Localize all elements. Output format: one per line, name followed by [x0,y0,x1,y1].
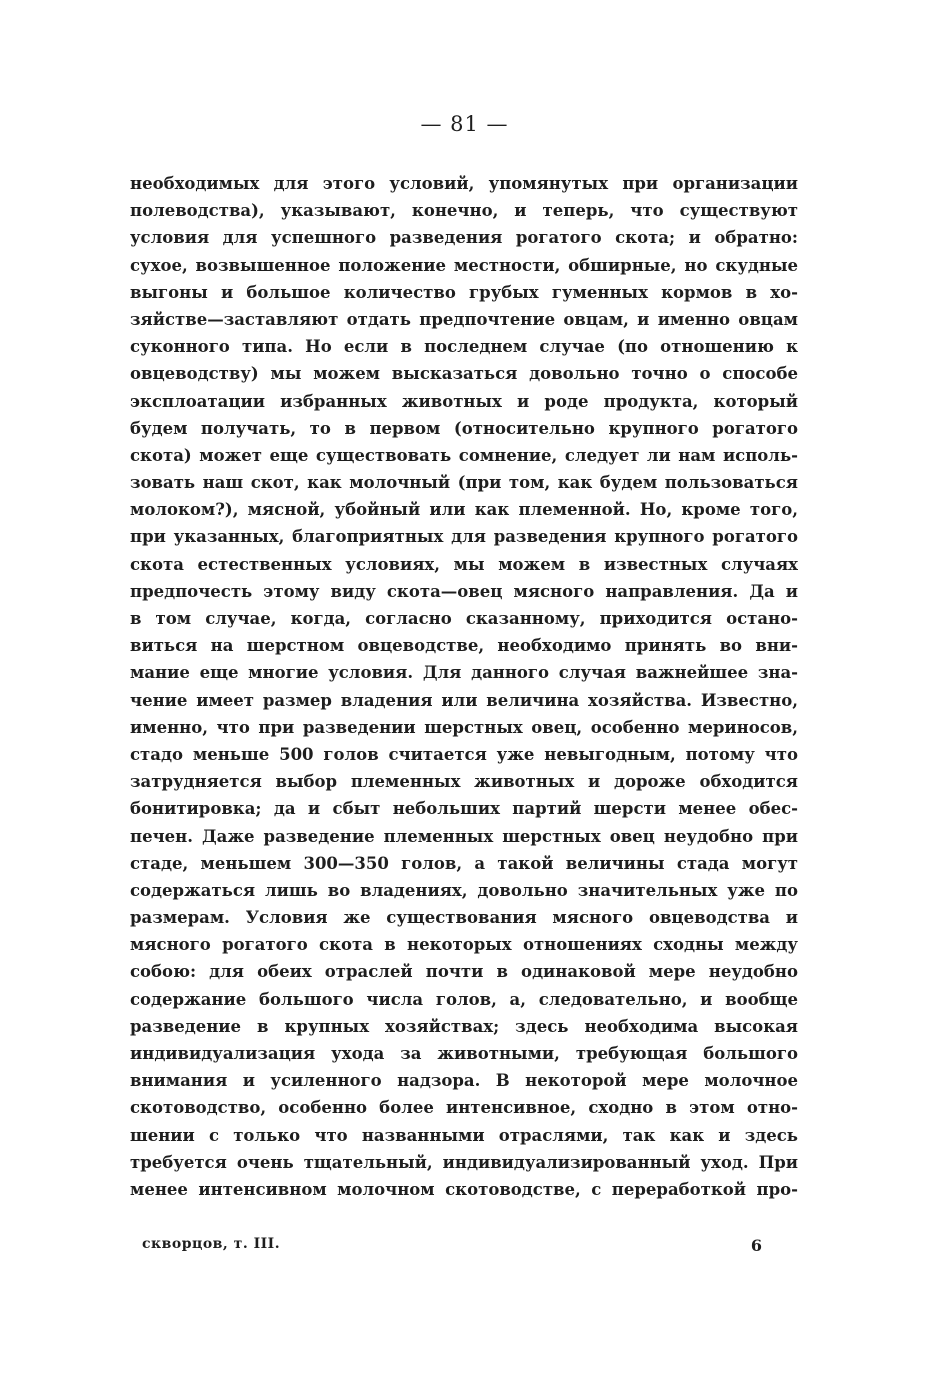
text-line: при указанных, благоприятных для разведения крупного рогатого [130,527,798,547]
text-line: скота) может еще существовать сомнение, следует ли нам исполь- [130,445,798,465]
text-line: стадо меньше 500 голов считается уже невыгодным, потому что [130,744,798,764]
text-line: внимания и усиленного надзора. В некоторой мере молочное [130,1071,798,1091]
text-line: стаде, меньшем 300—350 голов, а такой величины стада могут [130,853,798,873]
text-line: зовать наш скот, как молочный (при том, как будем пользоваться [130,473,798,493]
page-footer [142,1236,762,1260]
text-line: менее интенсивном молочном скотоводстве, с переработкой про- [130,1179,798,1199]
text-line: полеводства), указывают, конечно, и теперь, что существуют [130,201,798,221]
text-line: виться на шерстном овцеводстве, необходимо принять во вни- [130,636,798,656]
text-line: содержаться лишь во владениях, довольно значительных уже по [130,880,798,900]
text-line: молоком?), мясной, убойный или как племенной. Но, кроме того, [130,500,798,520]
text-line: индивидуализация ухода за животными, требующая большого [130,1044,798,1063]
body-text [130,170,798,1203]
text-line: эксплоатации избранных животных и роде продукта, который [130,391,798,411]
text-line: мясного рогатого скота в некоторых отношениях сходны между [130,935,798,955]
text-line: бонитировка; да и сбыт небольших партий шерсти менее обес- [130,799,798,819]
text-line: именно, что при разведении шерстных овец, особенно мериносов, [130,717,798,737]
text-line: разведение в крупных хозяйствах; здесь необходима высокая [130,1016,798,1036]
text-line: мание еще многие условия. Для данного случая важнейшее зна- [130,663,798,683]
text-line: будем получать, то в первом (относительно крупного рогатого [130,418,798,438]
text-line: размерам. Условия же существования мясного овцеводства и [130,908,798,928]
text-line: зяйстве—заставляют отдать предпочтение овцам, и именно овцам [130,309,798,329]
text-line: требуется очень тщательный, индивидуализированный уход. При [130,1152,798,1172]
text-line: печен. Даже разведение племенных шерстных овец неудобно при [130,826,798,846]
page-number: — 81 — [420,112,509,136]
text-line: овцеводству) мы можем высказаться довольно точно о способе [130,364,798,384]
text-line: выгоны и большое количество грубых гуменных кормов в хо- [130,282,798,302]
text-line: суконного типа. Но если в последнем случае (по отношению к [130,337,798,357]
text-line: сухое, возвышенное положение местности, обширные, но скудные [130,255,798,275]
text-line: необходимых для этого условий, упомянутых при организации [130,174,798,193]
text-line: скота естественных условиях, мы можем в известных случаях [130,554,798,574]
text-line: условия для успешного разведения рогатого скота; и обратно: [130,228,798,248]
footer-signature-mark: 6 [750,1236,762,1255]
text-line: собою: для обеих отраслей почти в одинаковой мере неудобно [130,962,798,982]
text-line: в том случае, когда, согласно сказанному, приходится остано- [130,609,798,628]
text-line: содержание большого числа голов, а, следовательно, и вообще [130,989,798,1009]
text-line: чение имеет размер владения или величина хозяйства. Известно, [130,690,798,710]
text-line: затрудняется выбор племенных животных и дороже обходится [130,772,798,792]
text-line: предпочесть этому виду скота—овец мясного направления. Да и [130,581,798,601]
text-line: шении с только что названными отраслями, так как и здесь [130,1125,798,1145]
text-line: скотоводство, особенно более интенсивное, сходно в этом отно- [130,1098,798,1118]
footer-author-volume: скворцов, т. III. [142,1236,281,1252]
